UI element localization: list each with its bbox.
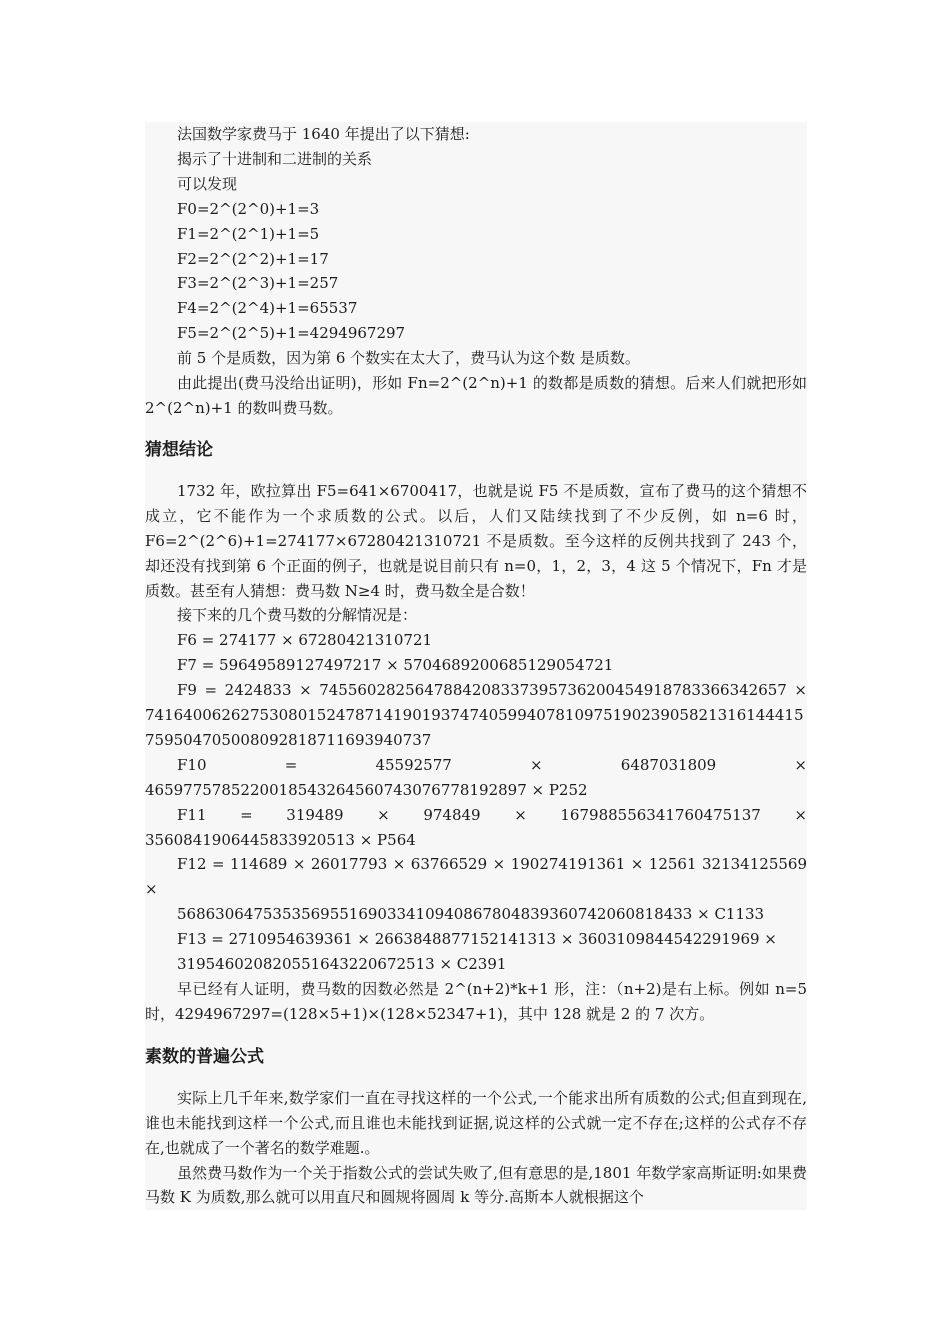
formula-line: F2=2^(2^2)+1=17 [177, 249, 329, 268]
text-line: 前 5 个是质数，因为第 6 个数实在太大了，费马认为这个数 是质数。 [177, 349, 640, 368]
text-line: 法国数学家费马于 1640 年提出了以下猜想: [177, 125, 470, 143]
formula-line: F12 = 114689 × 26017793 × 63766529 × 190274191361 × 12561 32134125569 × [145, 855, 807, 899]
formula-line: F3=2^(2^3)+1=257 [177, 274, 339, 293]
formula-line: F13 = 2710954639361 × 2663848877152141313 × 3603109844542291969 × [177, 930, 777, 949]
formula-line: F0=2^(2^0)+1=3 [177, 199, 320, 218]
section-heading: 素数的普遍公式 [145, 1046, 264, 1067]
paragraph: 虽然费马数作为一个关于指数公式的尝试失败了,但有意思的是,1801 年数学家高斯证明:如果费马数 K 为质数,那么就可以用直尺和圆规将圆周 k 等分.高斯本人就根据这个 [145, 1163, 807, 1207]
document-body [145, 122, 807, 1210]
paragraph: 实际上几千年来,数学家们一直在寻找这样的一个公式,一个能求出所有质数的公式;但直到现在,谁也未能找到这样一个公式,而且谁也未能找到证据,说这样的公式就一定不存在;这样的公式存不存在,也就成了一个著名的数学难题.。 [145, 1088, 807, 1157]
formula-line: F11 = 319489 × 974849 × 167988556341760475137 × 3560841906445833920513 × P564 [145, 805, 807, 849]
paragraph: 由此提出(费马没给出证明)，形如 Fn=2^(2^n)+1 的数都是质数的猜想。后来人们就把形如 2^(2^n)+1 的数叫费马数。 [145, 374, 807, 417]
formula-line: F7 = 59649589127497217 × 5704689200685129054721 [177, 656, 614, 675]
formula-line: F1=2^(2^1)+1=5 [177, 224, 320, 243]
text-line: 可以发现 [177, 174, 238, 193]
text-line: 接下来的几个费马数的分解情况是： [177, 606, 418, 625]
section-heading: 猜想结论 [145, 439, 213, 460]
paragraph: 早已经有人证明，费马数的因数必然是 2^(n+2)*k+1 形，注：（n+2)是右上标。例如 n=5 时，4294967297=(128×5+1)×(128×52347+1)，其中 128 就是 2 的 7 次方。 [145, 980, 807, 1023]
formula-line: F6 = 274177 × 67280421310721 [177, 631, 433, 650]
formula-line: 319546020820551643220672513 × C2391 [177, 955, 507, 974]
formula-line: F9 = 2424833 × 7455602825647884208337395736200454918783366342657 × 741640062627530801524787141901937474059940781097519023905821316144415759504705008092818711693940737 [145, 681, 807, 749]
text-line: 揭示了十进制和二进制的关系 [177, 149, 373, 168]
formula-line: 568630647535356955169033410940867804839360742060818433 × C1133 [177, 905, 765, 924]
paragraph: 1732 年，欧拉算出 F5=641×6700417，也就是说 F5 不是质数，宣布了费马的这个猜想不成立，它不能作为一个求质数的公式。以后，人们又陆续找到了不少反例，如 n=6 时，F6=2^(2^6)+1=274177×67280421310721 不是质数。至今这样的反例共找到了 243 个，却还没有找到第 6 个正面的例子，也就是说目前只有 n=0，1，2，3，4 这 5 个情况下，Fn 才是质数。甚至有人猜想：费马数 N≥4 时，费马数全是合数！ [145, 481, 807, 600]
formula-line: F4=2^(2^4)+1=65537 [177, 299, 358, 318]
formula-line: F5=2^(2^5)+1=4294967297 [177, 324, 406, 343]
formula-line: F10 = 45592577 × 6487031809 × 4659775785220018543264560743076778192897 × P252 [145, 755, 807, 799]
